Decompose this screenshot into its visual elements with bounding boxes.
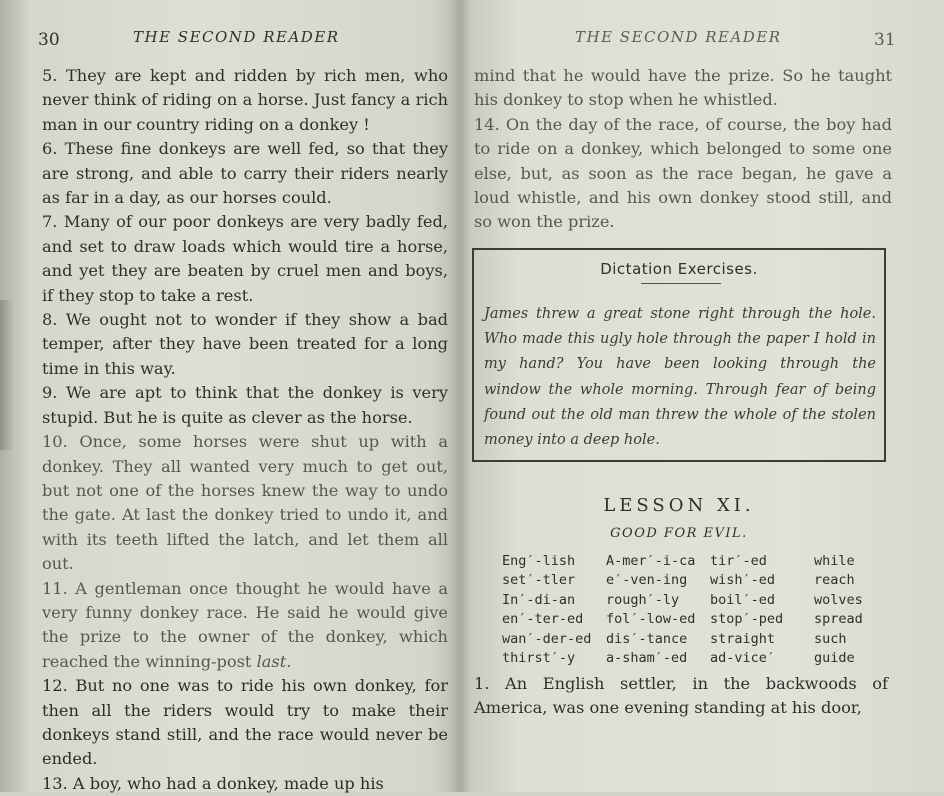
- running-head-left: THE SECOND READER: [133, 28, 340, 46]
- running-head-right: THE SECOND READER: [575, 28, 782, 46]
- paragraph-10: 10. Once, some horses were shut up with a donkey. They all wanted very much to get out, but not one of the horses knew the way to undo the gate. At last the donkey tried to undo it, and with its teeth lifted the latch, and let them all out.: [42, 432, 448, 574]
- vocab-column-3: [710, 552, 783, 668]
- vocab-word: rough′-ly: [606, 591, 680, 608]
- paragraph-6: 6. These fine donkeys are well fed, so that they are strong, and able to carry their riders nearly as far in a day, as our horses could.: [42, 139, 448, 208]
- paragraph-12: 12. But no one was to ride his own donkey, for then all the riders would try to make their donkeys stand still, and the race would never be ended.: [42, 676, 448, 769]
- vocab-column-2: [606, 552, 695, 668]
- vocab-word: stop′-ped: [710, 611, 784, 628]
- vocab-word: wish′-ed: [710, 572, 776, 589]
- vocab-word: straight: [710, 630, 776, 647]
- book-gutter: [450, 0, 472, 792]
- paragraph-7: 7. Many of our poor donkeys are very badly fed, and set to draw loads which would tire a horse, and yet they are beaten by cruel men and boys, if they stop to take a rest.: [42, 212, 448, 305]
- vocab-word: wan′-der-ed: [502, 630, 592, 647]
- paragraph-5: 5. They are kept and ridden by rich men, who never think of riding on a horse. Just fancy a rich man in our country riding on a donkey !: [42, 66, 448, 134]
- left-page-text: [42, 64, 448, 796]
- paragraph-11: [42, 577, 448, 675]
- right-page-text: [474, 64, 892, 235]
- vocab-word: reach: [814, 572, 855, 589]
- paragraph-11-text: 11. A gentleman once thought he would have a very funny donkey race. He said he would give the prize to the owner of the donkey, which reached the winning-post: [42, 578, 448, 671]
- vocab-word: set′-tler: [502, 572, 576, 589]
- vocab-word: spread: [814, 611, 863, 628]
- vocab-column-1: [502, 552, 591, 668]
- page-number-right: 31: [874, 30, 896, 50]
- vocab-word: guide: [814, 650, 855, 667]
- vocab-column-4: [814, 552, 863, 668]
- vocab-word: such: [814, 630, 847, 647]
- vocab-word: thirst′-y: [502, 650, 576, 667]
- dictation-box: [472, 248, 886, 462]
- paragraph-11-emphasis: last.: [256, 651, 292, 671]
- lesson-title: LESSON XI.: [603, 495, 755, 516]
- continuation-paragraph: mind that he would have the prize. So he taught his donkey to stop when he whistled.: [474, 66, 892, 110]
- lesson-subtitle: GOOD FOR EVIL.: [610, 526, 748, 541]
- dictation-text: James threw a great stone right through the hole. Who made this ugly hole through the paper I hold in my hand? You have been looking through the window the whole morning. Through fear of being found out the old man threw the whole of the stolen money into a deep hole.: [484, 306, 876, 449]
- paragraph-9: 9. We are apt to think that the donkey is very stupid. But he is quite as clever as the horse.: [42, 383, 448, 427]
- left-page: [0, 0, 452, 792]
- vocab-word: en′-ter-ed: [502, 611, 584, 628]
- vocab-word: ad-vice′: [710, 650, 776, 667]
- vocab-word: e′-ven-ing: [606, 572, 688, 589]
- page-number-left: 30: [38, 30, 60, 50]
- dictation-title-rule: [641, 283, 721, 284]
- vocab-word: a-sham′-ed: [606, 650, 688, 667]
- vocab-word: fol′-low-ed: [606, 611, 696, 628]
- vocab-word: A-mer′-i-ca: [606, 553, 696, 569]
- vocab-word: tir′-ed: [710, 553, 767, 569]
- paragraph-13: 13. A boy, who had a donkey, made up his: [42, 773, 384, 793]
- right-page: [472, 0, 944, 792]
- vocab-word: dis′-tance: [606, 630, 688, 647]
- vocab-word: In′-di-an: [502, 591, 576, 608]
- paragraph-14: 14. On the day of the race, of course, the boy had to ride on a donkey, which belonged to some one else, but, as soon as the race began, he gave a loud whistle, and his own donkey stood still, and so won the prize.: [474, 114, 892, 232]
- lesson-paragraph-1: 1. An English settler, in the backwoods of America, was one evening standing at his door,: [474, 674, 888, 718]
- paragraph-8: 8. We ought not to wonder if they show a bad temper, after they have been treated for a long time in this way.: [42, 310, 448, 378]
- vocab-word: boil′-ed: [710, 591, 776, 608]
- dictation-title: Dictation Exercises.: [600, 260, 758, 278]
- vocab-word: Eng′-lish: [502, 553, 576, 569]
- vocab-word: while: [814, 553, 855, 569]
- vocab-word: wolves: [814, 591, 863, 608]
